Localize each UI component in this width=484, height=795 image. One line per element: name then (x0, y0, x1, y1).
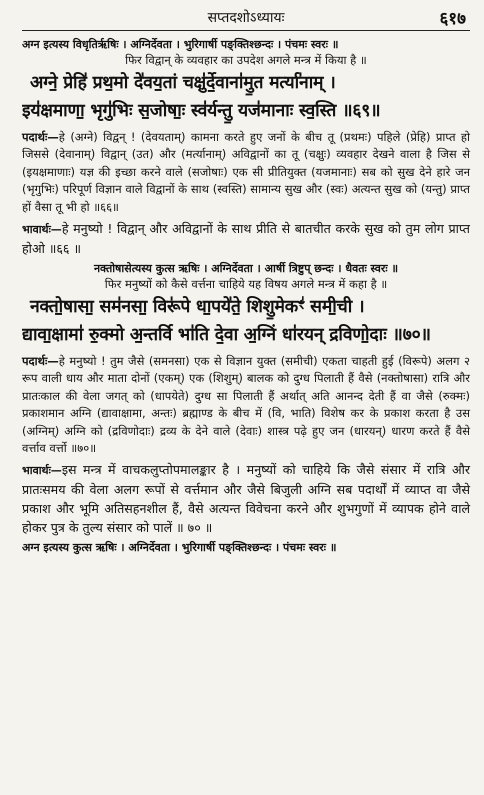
bhavartha-69 (22, 219, 470, 258)
bhavartha-text: इस मन्त्र में वाचकलुप्तोपमालङ्कार है । मनुष्यों को चाहिये कि जैसे संसार में रात्रि और प्रातःसमय की वेला अलग रूपों से वर्त्तमान और जैसे बिजुली अग्नि सब पदार्थों में व्याप्त वा जैसे प्रकाश और भूमि अतिसहनशील हैं, वैसे अत्यन्त विवेचना करने और शुभगुणों में व्यापक होने वाले होकर पुत्र के तुल्य संसार को पालें ॥ ७० ॥ (22, 462, 470, 536)
padartha-label: पदार्थः— (22, 130, 59, 144)
bhavartha-label: भावार्थः— (22, 464, 62, 478)
rishi-meta-70: नक्तोषासेत्यस्य कुत्स ऋषिः । अग्निर्देवता । आर्षी त्रिष्टुप् छन्दः । धैवतः स्वरः ॥ (93, 262, 399, 276)
page-number: ६१७ (439, 9, 466, 29)
chapter-title: सप्तदशोऽध्यायः (207, 10, 285, 26)
bhavartha-label: भावार्थः— (22, 223, 62, 237)
intro-line-69: फिर विद्वान् के व्यवहार का उपदेश अगले मन्त्र में किया है ॥ (125, 53, 367, 67)
padartha-69 (22, 129, 470, 216)
header-rule (22, 30, 470, 31)
intro-line-70: फिर मनुष्यों को कैसे वर्त्तना चाहिये यह विषय अगले मन्त्र में कहा है ॥ (104, 277, 388, 292)
mantra-69-line-2: इय॑क्षमाणा॒ भृगु॑भिः स॒जोषाः॒ स्व॑र्यन्तु॒ यज॑मानाः स्व॒स्ति ॥६९॥ (22, 101, 381, 121)
bhavartha-70 (22, 460, 470, 537)
page-header (22, 6, 470, 30)
padartha-text: हे (अग्ने) विद्वन् ! (देवयताम्) कामना करते हुए जनों के बीच तू (प्रथमः) पहिले (प्रेहि) प्राप्त हो जिससे (देवानाम्) विद्वान् (उत) और (मर्त्यानाम्) अविद्वानों का तू (चक्षुः) व्यवहार देखने वाला है जिस से (इयक्षमाणाः) यज्ञ की इच्छा करने वाले (सजोषाः) एक सी प्रीतियुक्त (यजमानाः) सब को सुख देने हारे जन (भृगुभिः) परिपूर्ण विज्ञान वाले विद्वानों के साथ (स्वस्ति) सामान्य सुख और (स्वः) अत्यन्त सुख को (यन्तु) प्राप्त हों वैसा तू भी हो ॥६६॥ (22, 130, 470, 214)
padartha-70 (22, 353, 470, 457)
padartha-label: पदार्थः— (22, 354, 59, 369)
mantra-70-line-2: द्यावा॒क्षामा॑ रु॒क्मो अ॒न्तर्वि भा॑ति दे॒वा अ॒ग्निं धा॑रयन् द्रविणो॒दाः ॥७०॥ (22, 325, 431, 346)
padartha-text: हे मनुष्यो ! तुम जैसे (समनसा) एक से विज्ञान युक्त (समीची) एकता चाहती हुई (विरूपे) अलग २ रूप वाली धाय और माता दोनों (एकम्) एक (शिशुम्) बालक को दुग्ध पिलाती हैं वैसे (नक्तोषासा) रात्रि और प्रातःकाल की वेला जगत् को (धापयेते) दुग्ध सा पिलाती हैं अर्थात् अति आनन्द देती हैं वा जैसे (रुक्मः) प्रकाशमान अग्नि (द्यावाक्षामा, अन्तः) ब्रह्माण्ड के बीच में (वि, भाति) विशेष कर के प्रकाश करता है उस (अग्निम्) अग्नि को (द्रविणोदाः) द्रव्य के देने वाले (देवाः) शास्त्र पढ़े हुए जन (धारयन्) धारण करते हैं वैसे वर्त्ताव वर्त्तो ॥७०॥ (22, 354, 470, 456)
rishi-meta-69: अग्न इत्यस्य विधृतिर्ऋषिः । अग्निर्देवता । भुरिगार्षी पङ्क्तिश्छन्दः । पंचमः स्वरः ॥ (22, 38, 339, 51)
bhavartha-text: हे मनुष्यो ! विद्वान् और अविद्वानों के साथ प्रीति से बातचीत करके सुख को तुम लोग प्राप्त होओ ॥६६ ॥ (22, 221, 470, 257)
mantra-69-line-1: अग्ने॒ प्रेहि॑ प्रथ॒मो दे॑वय॒तां चक्षु॑र्दे॒वाना॑मु॒त मर्त्या॑नाम् । (30, 73, 336, 93)
rishi-meta-71: अग्न इत्यस्य कुत्स ऋषिः । अग्निर्देवता । भुरिगार्षी पङ्क्तिश्छन्दः । पंचमः स्वरः ॥ (22, 541, 337, 555)
mantra-70-line-1: नक्तो॒षासा॒ सम॑नसा॒ विरू॑पे धा॒पये॑ते॒ शिशु॒मेकꣳ॑ समी॒ची । (30, 297, 365, 318)
